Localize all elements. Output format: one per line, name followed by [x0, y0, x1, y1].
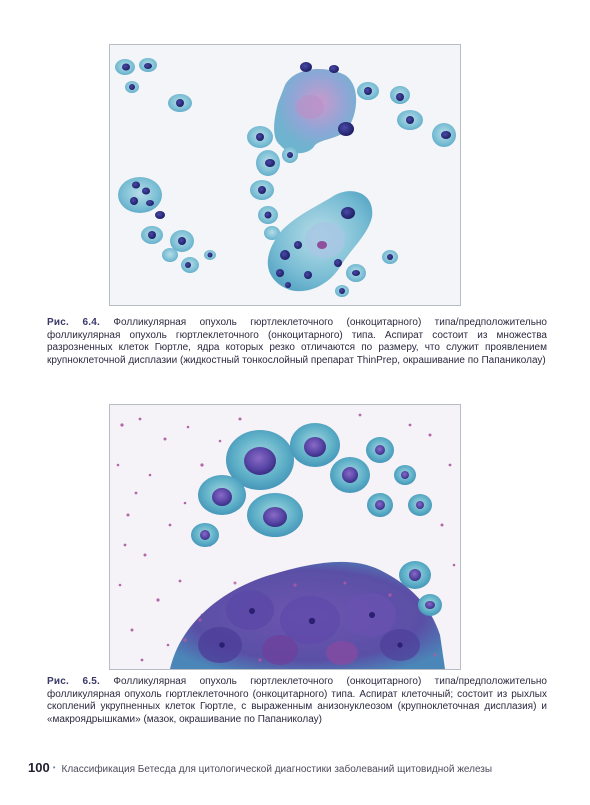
figure-caption-text-6-4: Фолликулярная опухоль гюртлеклеточного (онкоцитарного) типа/предположительно фолликулярная опухоль гюртлеклеточного (онкоцитарного) типа. Аспират состоит из множества разрозненных клеток Гюртле, ядра которых резко отличаются по размеру, что служит проявлением крупноклеточной дисплазии (жидкостный тонкослойный препарат ThinPrep, окрашивание по Папаниколау): [47, 317, 547, 366]
figure-label-6-4: Рис. 6.4.: [47, 317, 101, 328]
page-number: 100: [28, 760, 50, 775]
micrograph-figure-6-5: [109, 404, 461, 670]
figure-caption-6-5: [47, 676, 547, 726]
footer-bullet: •: [52, 763, 56, 772]
figure-label-6-5: Рис. 6.5.: [47, 676, 101, 687]
page-footer: [28, 760, 492, 775]
running-title: Классификация Бетесда для цитологической диагностики заболеваний щитовидной железы: [61, 764, 493, 775]
micrograph-image-6-4: [110, 45, 460, 305]
micrograph-figure-6-4: [109, 44, 461, 306]
figure-caption-text-6-5: Фолликулярная опухоль гюртлеклеточного (онкоцитарного) типа/предположительно фолликулярная опухоль гюртлеклеточного (онкоцитарного) типа. Аспират клеточный; состоит из рыхлых скоплений укрупненных клеток Гюртле, с выраженным анизонуклеозом (крупноклеточная дисплазия) и «макроядрышками» (мазок, окрашивание по Папаниколау): [47, 676, 547, 725]
micrograph-image-6-5: [110, 405, 460, 669]
figure-caption-6-4: [47, 317, 547, 367]
